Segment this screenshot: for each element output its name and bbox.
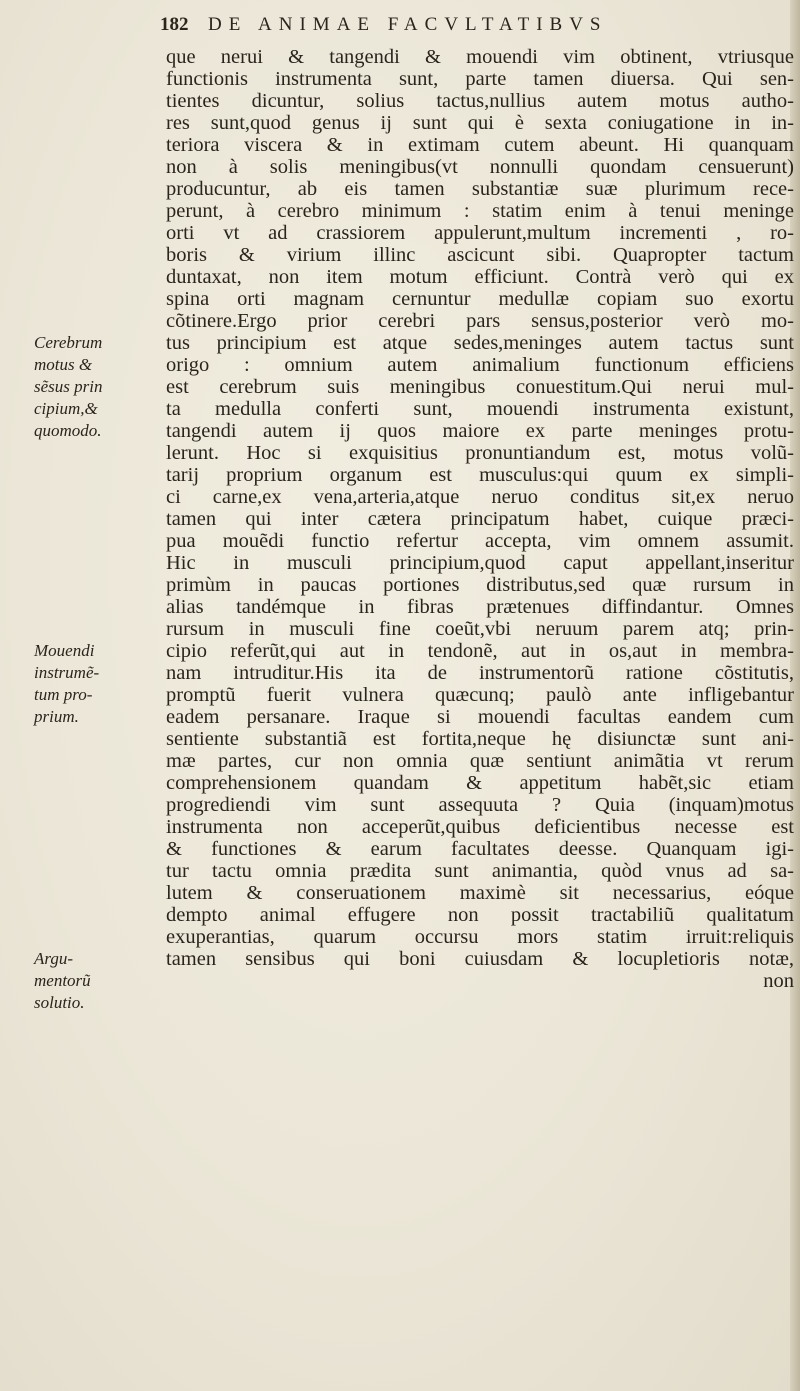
text-line: lerunt. Hoc si exquisitius pronuntiandum est, motus volũ-	[166, 442, 794, 464]
marginal-note-line: instrumẽ-	[34, 663, 100, 682]
text-line: res sunt,quod genus ij sunt qui è sexta coniugatione in in-	[166, 112, 794, 134]
marginal-note-mouendi	[34, 640, 162, 728]
text-line: mæ partes, cur non omnia quæ sentiunt animãtia vt rerum	[166, 750, 794, 772]
catchword: non	[763, 970, 794, 992]
text-line: tus principium est atque sedes,meninges autem tactus sunt	[166, 332, 794, 354]
text-line: alias tandémque in fibras prætenues diffindantur. Omnes	[166, 596, 794, 618]
text-line: pua mouẽdi functio refertur accepta, vim omnem assumit.	[166, 530, 794, 552]
text-line: nam intruditur.His ita de instrumentorũ ratione cõstitutis,	[166, 662, 794, 684]
text-line: boris & virium illinc ascicunt sibi. Quapropter tactum	[166, 244, 794, 266]
text-line: comprehensionem quandam & appetitum habẽt,sic etiam	[166, 772, 794, 794]
marginal-note-line: Argu-	[34, 949, 74, 968]
text-line: instrumenta non acceperũt,quibus deficientibus necesse est	[166, 816, 794, 838]
marginal-note-line: cipium,&	[34, 399, 98, 418]
running-title: DE ANIMAE FACVLTATIBVS	[208, 14, 608, 35]
text-line: origo : omnium autem animalium functionum efficiens	[166, 354, 794, 376]
marginal-note-argumentorum	[34, 948, 162, 1014]
marginal-note-cerebrum	[34, 332, 162, 442]
text-line: est cerebrum suis meningibus conuestitum.Qui nerui mul-	[166, 376, 794, 398]
marginal-note-line: Cerebrum	[34, 333, 103, 352]
text-line: cõtinere.Ergo prior cerebri pars sensus,posterior verò mo-	[166, 310, 794, 332]
text-line: cipio referũt,qui aut in tendonẽ, aut in os,aut in membra-	[166, 640, 794, 662]
page-number: 182	[160, 14, 189, 35]
text-line: rursum in musculi fine coeũt,vbi neruum parem atq; prin-	[166, 618, 794, 640]
text-line: primùm in paucas portiones distributus,sed quæ rursum in	[166, 574, 794, 596]
running-header	[160, 14, 790, 44]
text-line: exuperantias, quarum occursu mors statim irruit:reliquis	[166, 926, 794, 948]
text-line: functionis instrumenta sunt, parte tamen diuersa. Qui sen-	[166, 68, 794, 90]
text-line: eadem persanare. Iraque si mouendi facultas eandem cum	[166, 706, 794, 728]
text-line: non à solis meningibus(vt nonnulli quondam censuerunt)	[166, 156, 794, 178]
text-line: ta medulla conferti sunt, mouendi instrumenta existunt,	[166, 398, 794, 420]
text-line: producuntur, ab eis tamen substantiæ suæ plurimum rece-	[166, 178, 794, 200]
text-line: spina orti magnam cernuntur medullæ copiam suo exortu	[166, 288, 794, 310]
text-line: tur tactu omnia prædita sunt animantia, quòd vnus ad sa-	[166, 860, 794, 882]
text-line: teriora viscera & in extimam cutem abeunt. Hi quanquam	[166, 134, 794, 156]
text-line: orti vt ad crassiorem appulerunt,multum incrementi , ro-	[166, 222, 794, 244]
marginal-note-line: Mouendi	[34, 641, 95, 660]
marginal-note-line: prium.	[34, 707, 79, 726]
marginal-note-line: quomodo.	[34, 421, 102, 440]
text-line: promptũ fuerit vulnera quæcunq; paulò ante infligebantur	[166, 684, 794, 706]
marginal-note-line: mentorũ	[34, 971, 91, 990]
text-line: & functiones & earum facultates deesse. Quanquam igi-	[166, 838, 794, 860]
marginal-note-line: motus &	[34, 355, 93, 374]
marginal-note-line: solutio.	[34, 993, 85, 1012]
text-line: tarij proprium organum est musculus:qui quum ex simpli-	[166, 464, 794, 486]
text-line: tangendi autem ij quos maiore ex parte meninges protu-	[166, 420, 794, 442]
text-line: dempto animal effugere non possit tractabiliũ qualitatum	[166, 904, 794, 926]
text-line: perunt, à cerebro minimum : statim enim à tenui meninge	[166, 200, 794, 222]
text-line: lutem & conseruationem maximè sit necessarius, eóque	[166, 882, 794, 904]
text-line: Hic in musculi principium,quod caput appellant,inseritur	[166, 552, 794, 574]
text-line: tamen qui inter cætera principatum habet, cuique præci-	[166, 508, 794, 530]
text-line: tientes dicuntur, solius tactus,nullius autem motus autho-	[166, 90, 794, 112]
text-line: sentiente substantiã est fortita,neque hę disiunctæ sunt ani-	[166, 728, 794, 750]
text-line: que nerui & tangendi & mouendi vim obtinent, vtriusque	[166, 46, 794, 68]
text-line: tamen sensibus qui boni cuiusdam & locupletioris notæ,	[166, 948, 794, 970]
marginal-note-line: tum pro-	[34, 685, 93, 704]
text-line: duntaxat, non item motum efficiunt. Contrà verò qui ex	[166, 266, 794, 288]
body-text	[166, 46, 794, 992]
text-line: progrediendi vim sunt assequuta ? Quia (inquam)motus	[166, 794, 794, 816]
marginal-note-line: sẽsus prin	[34, 377, 103, 396]
text-line: ci carne,ex vena,arteria,atque neruo conditus sit,ex neruo	[166, 486, 794, 508]
